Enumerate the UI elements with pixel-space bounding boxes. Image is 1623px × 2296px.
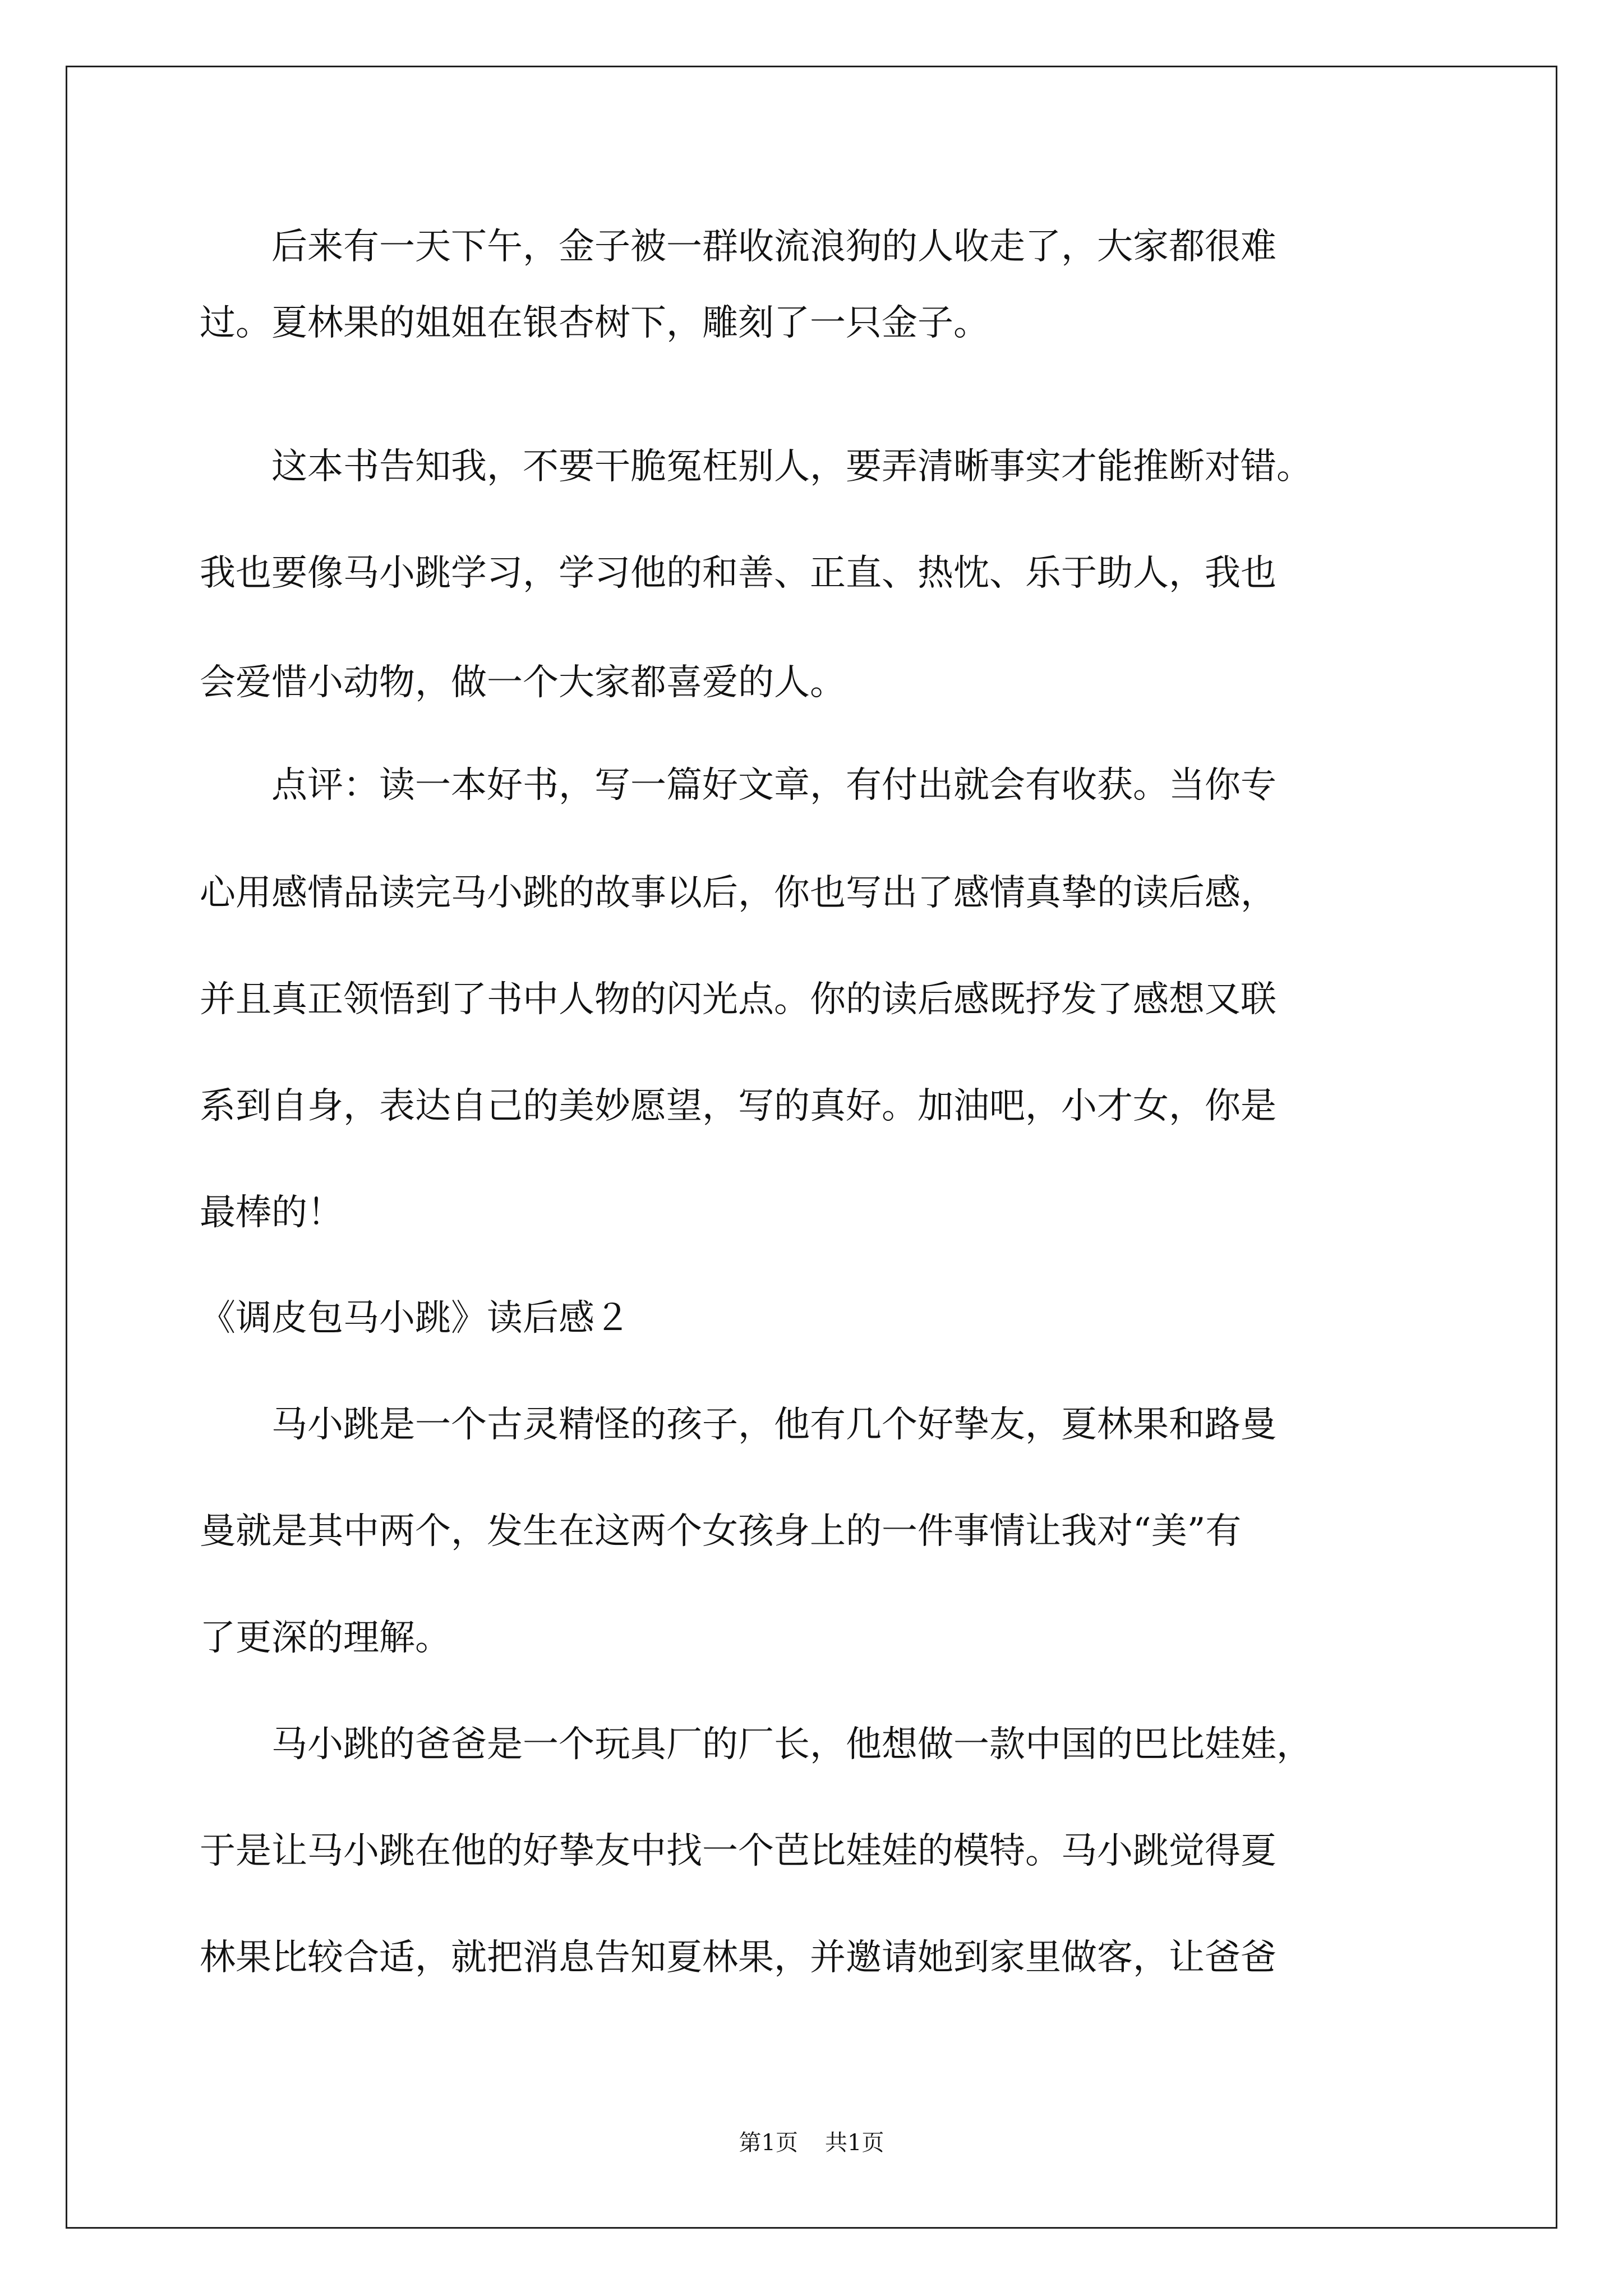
text-line: 后来有一天下午，金子被一群收流浪狗的人收走了，大家都很难 (200, 226, 1276, 268)
text-line: 点评：读一本好书，写一篇好文章，有付出就会有收获。当你专 (200, 765, 1276, 806)
page-number: 第1页 (739, 2130, 798, 2156)
page-border (66, 66, 1557, 2229)
text-line: 了更深的理解。 (200, 1617, 451, 1659)
text-line: 马小跳是一个古灵精怪的孩子，他有几个好挚友，夏林果和路曼 (200, 1404, 1276, 1446)
page-footer (0, 2132, 1623, 2154)
text-line: 最棒的！ (200, 1192, 343, 1234)
text-line: 并且真正领悟到了书中人物的闪光点。你的读后感既抒发了感想又联 (200, 979, 1276, 1020)
text-line: 林果比较合适，就把消息告知夏林果，并邀请她到家里做客，让爸爸 (200, 1937, 1276, 1978)
text-line: 于是让马小跳在他的好挚友中找一个芭比娃娃的模特。马小跳觉得夏 (200, 1830, 1276, 1872)
text-line: 会爱惜小动物，做一个大家都喜爱的人。 (200, 662, 846, 703)
text-line: 我也要像马小跳学习，学习他的和善、正直、热忱、乐于助人，我也 (200, 553, 1276, 594)
text-line: 曼就是其中两个，发生在这两个女孩身上的一件事情让我对“美”有 (200, 1511, 1242, 1552)
text-line: 过。夏林果的姐姐在银杏树下，雕刻了一只金子。 (200, 302, 989, 344)
text-line: 马小跳的爸爸是一个玩具厂的厂长，他想做一款中国的巴比娃娃， (200, 1724, 1312, 1765)
text-line: 心用感情品读完马小跳的故事以后，你也写出了感情真挚的读后感， (200, 872, 1276, 914)
text-line: 这本书告知我，不要干脆冤枉别人，要弄清晰事实才能推断对错。 (200, 446, 1312, 487)
page-total: 共1页 (825, 2130, 884, 2156)
text-line: 系到自身，表达自己的美妙愿望，写的真好。加油吧，小才女，你是 (200, 1085, 1276, 1127)
section-heading: 《调皮包马小跳》读后感２ (200, 1297, 630, 1339)
